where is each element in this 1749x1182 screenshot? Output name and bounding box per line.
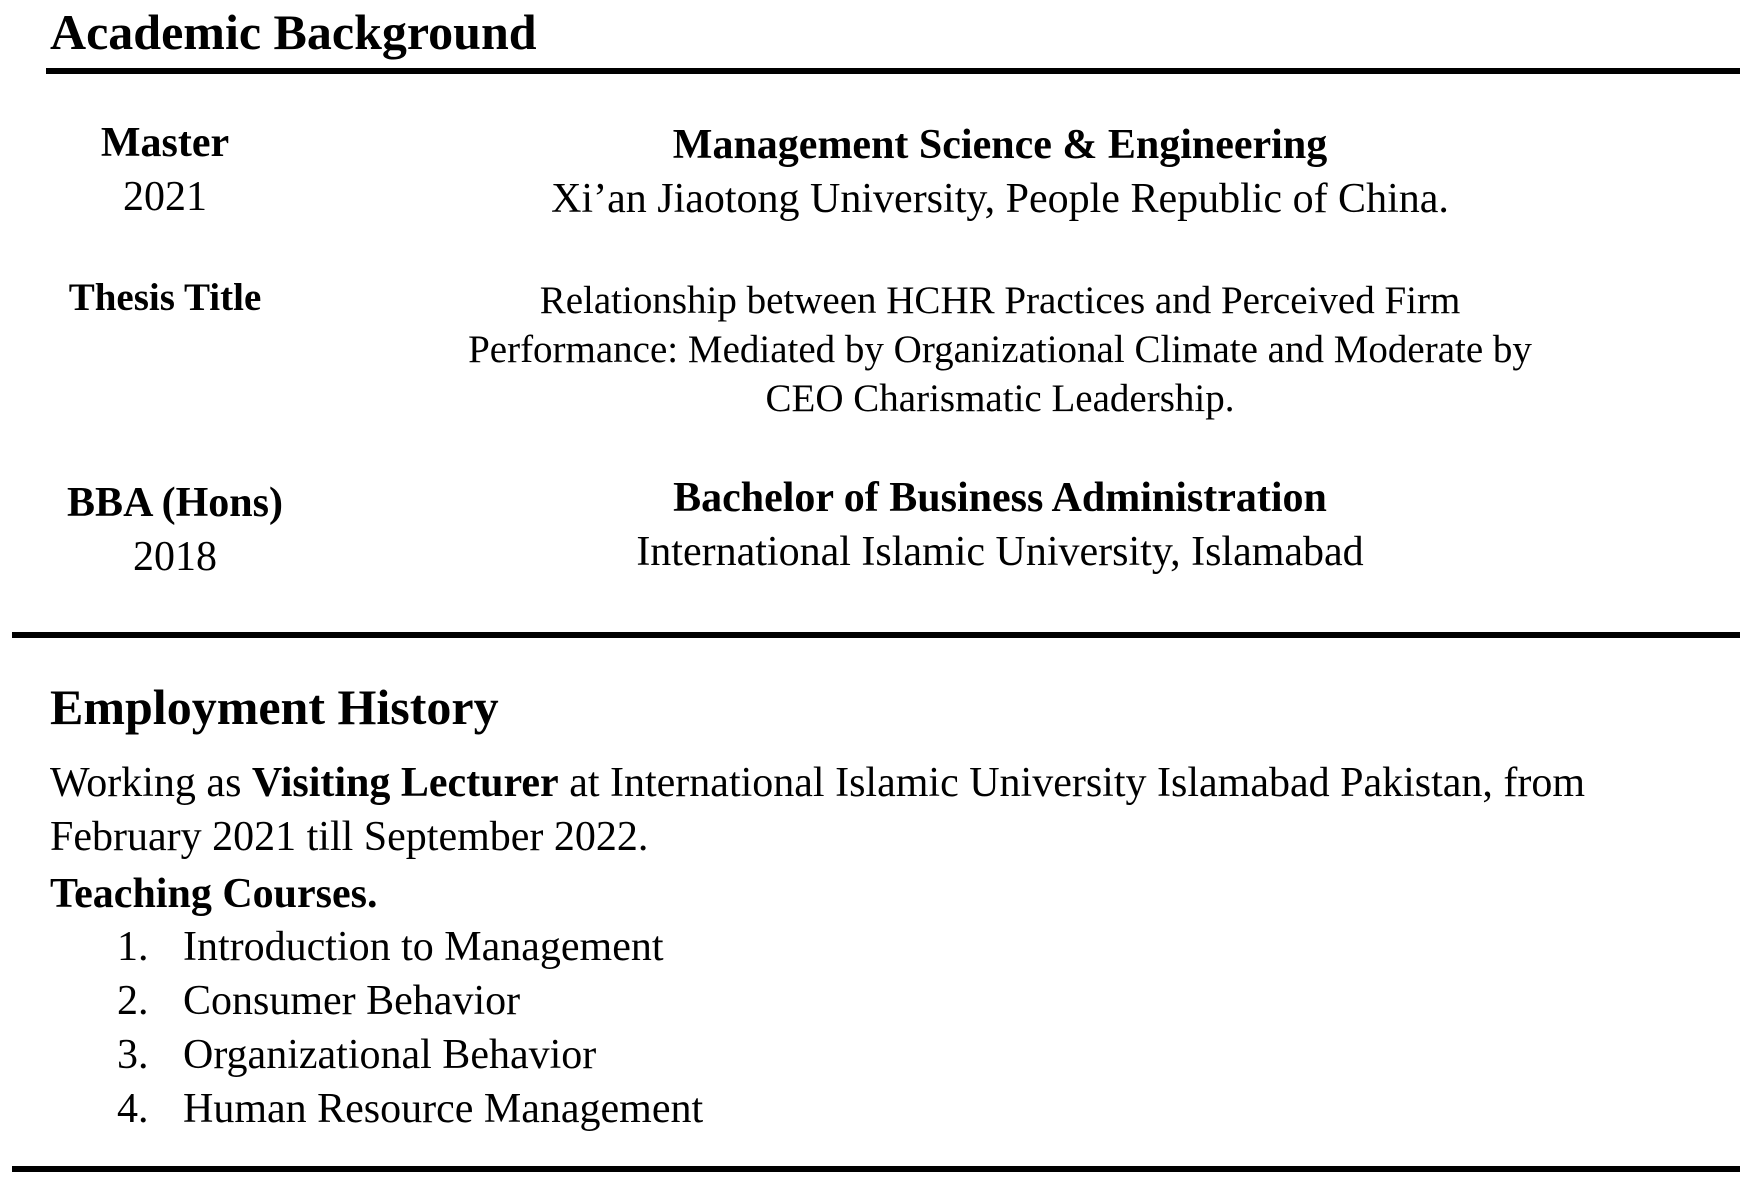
list-item — [117, 920, 703, 974]
employment-suffix: at International Islamic University Islamabad Pakistan, from — [569, 760, 1586, 806]
employment-prefix: Working as — [50, 760, 242, 806]
course-name: Introduction to Management — [183, 924, 664, 970]
course-name: Consumer Behavior — [183, 978, 521, 1024]
master-program-block — [400, 124, 1600, 220]
section-divider-middle — [12, 632, 1740, 638]
teaching-courses-title: Teaching Courses. — [50, 871, 378, 917]
master-degree-label: Master — [100, 120, 230, 166]
bachelor-field: Bachelor of Business Administration — [673, 475, 1327, 521]
thesis-title — [350, 276, 1650, 423]
list-item — [117, 1028, 703, 1082]
course-number: 4. — [117, 1086, 149, 1132]
academic-background-heading: Academic Background — [50, 4, 537, 60]
employment-role: Visiting Lecturer — [251, 760, 559, 806]
course-number: 3. — [117, 1032, 149, 1078]
course-number: 2. — [117, 978, 149, 1024]
master-institution: Xi’an Jiaotong University, People Republic of China. — [551, 176, 1449, 222]
list-item — [117, 974, 703, 1028]
employment-period: February 2021 till September 2022. — [50, 814, 649, 860]
course-name: Human Resource Management — [183, 1086, 704, 1132]
thesis-label: Thesis Title — [68, 276, 262, 319]
bachelor-institution: International Islamic University, Islamabad — [636, 529, 1364, 575]
employment-description — [50, 756, 1585, 864]
thesis-line-2: Performance: Mediated by Organizational Climate and Moderate by — [468, 328, 1532, 371]
employment-line-1 — [50, 756, 1585, 810]
master-field: Management Science & Engineering — [672, 122, 1328, 168]
master-degree-block — [40, 122, 290, 218]
section-divider-top — [46, 68, 1740, 74]
bachelor-year: 2018 — [133, 534, 217, 580]
course-name: Organizational Behavior — [183, 1032, 597, 1078]
teaching-courses-list — [117, 920, 703, 1136]
thesis-label-block — [40, 278, 290, 317]
bachelor-degree-block — [40, 482, 310, 578]
employment-history-heading: Employment History — [50, 679, 499, 735]
bachelor-program-block — [400, 477, 1600, 573]
list-item — [117, 1082, 703, 1136]
section-divider-bottom — [12, 1166, 1740, 1172]
thesis-line-1: Relationship between HCHR Practices and Perceived Firm — [539, 279, 1461, 322]
thesis-line-3: CEO Charismatic Leadership. — [765, 377, 1235, 420]
course-number: 1. — [117, 924, 149, 970]
bachelor-degree-label: BBA (Hons) — [67, 480, 283, 526]
master-year: 2021 — [123, 174, 207, 220]
